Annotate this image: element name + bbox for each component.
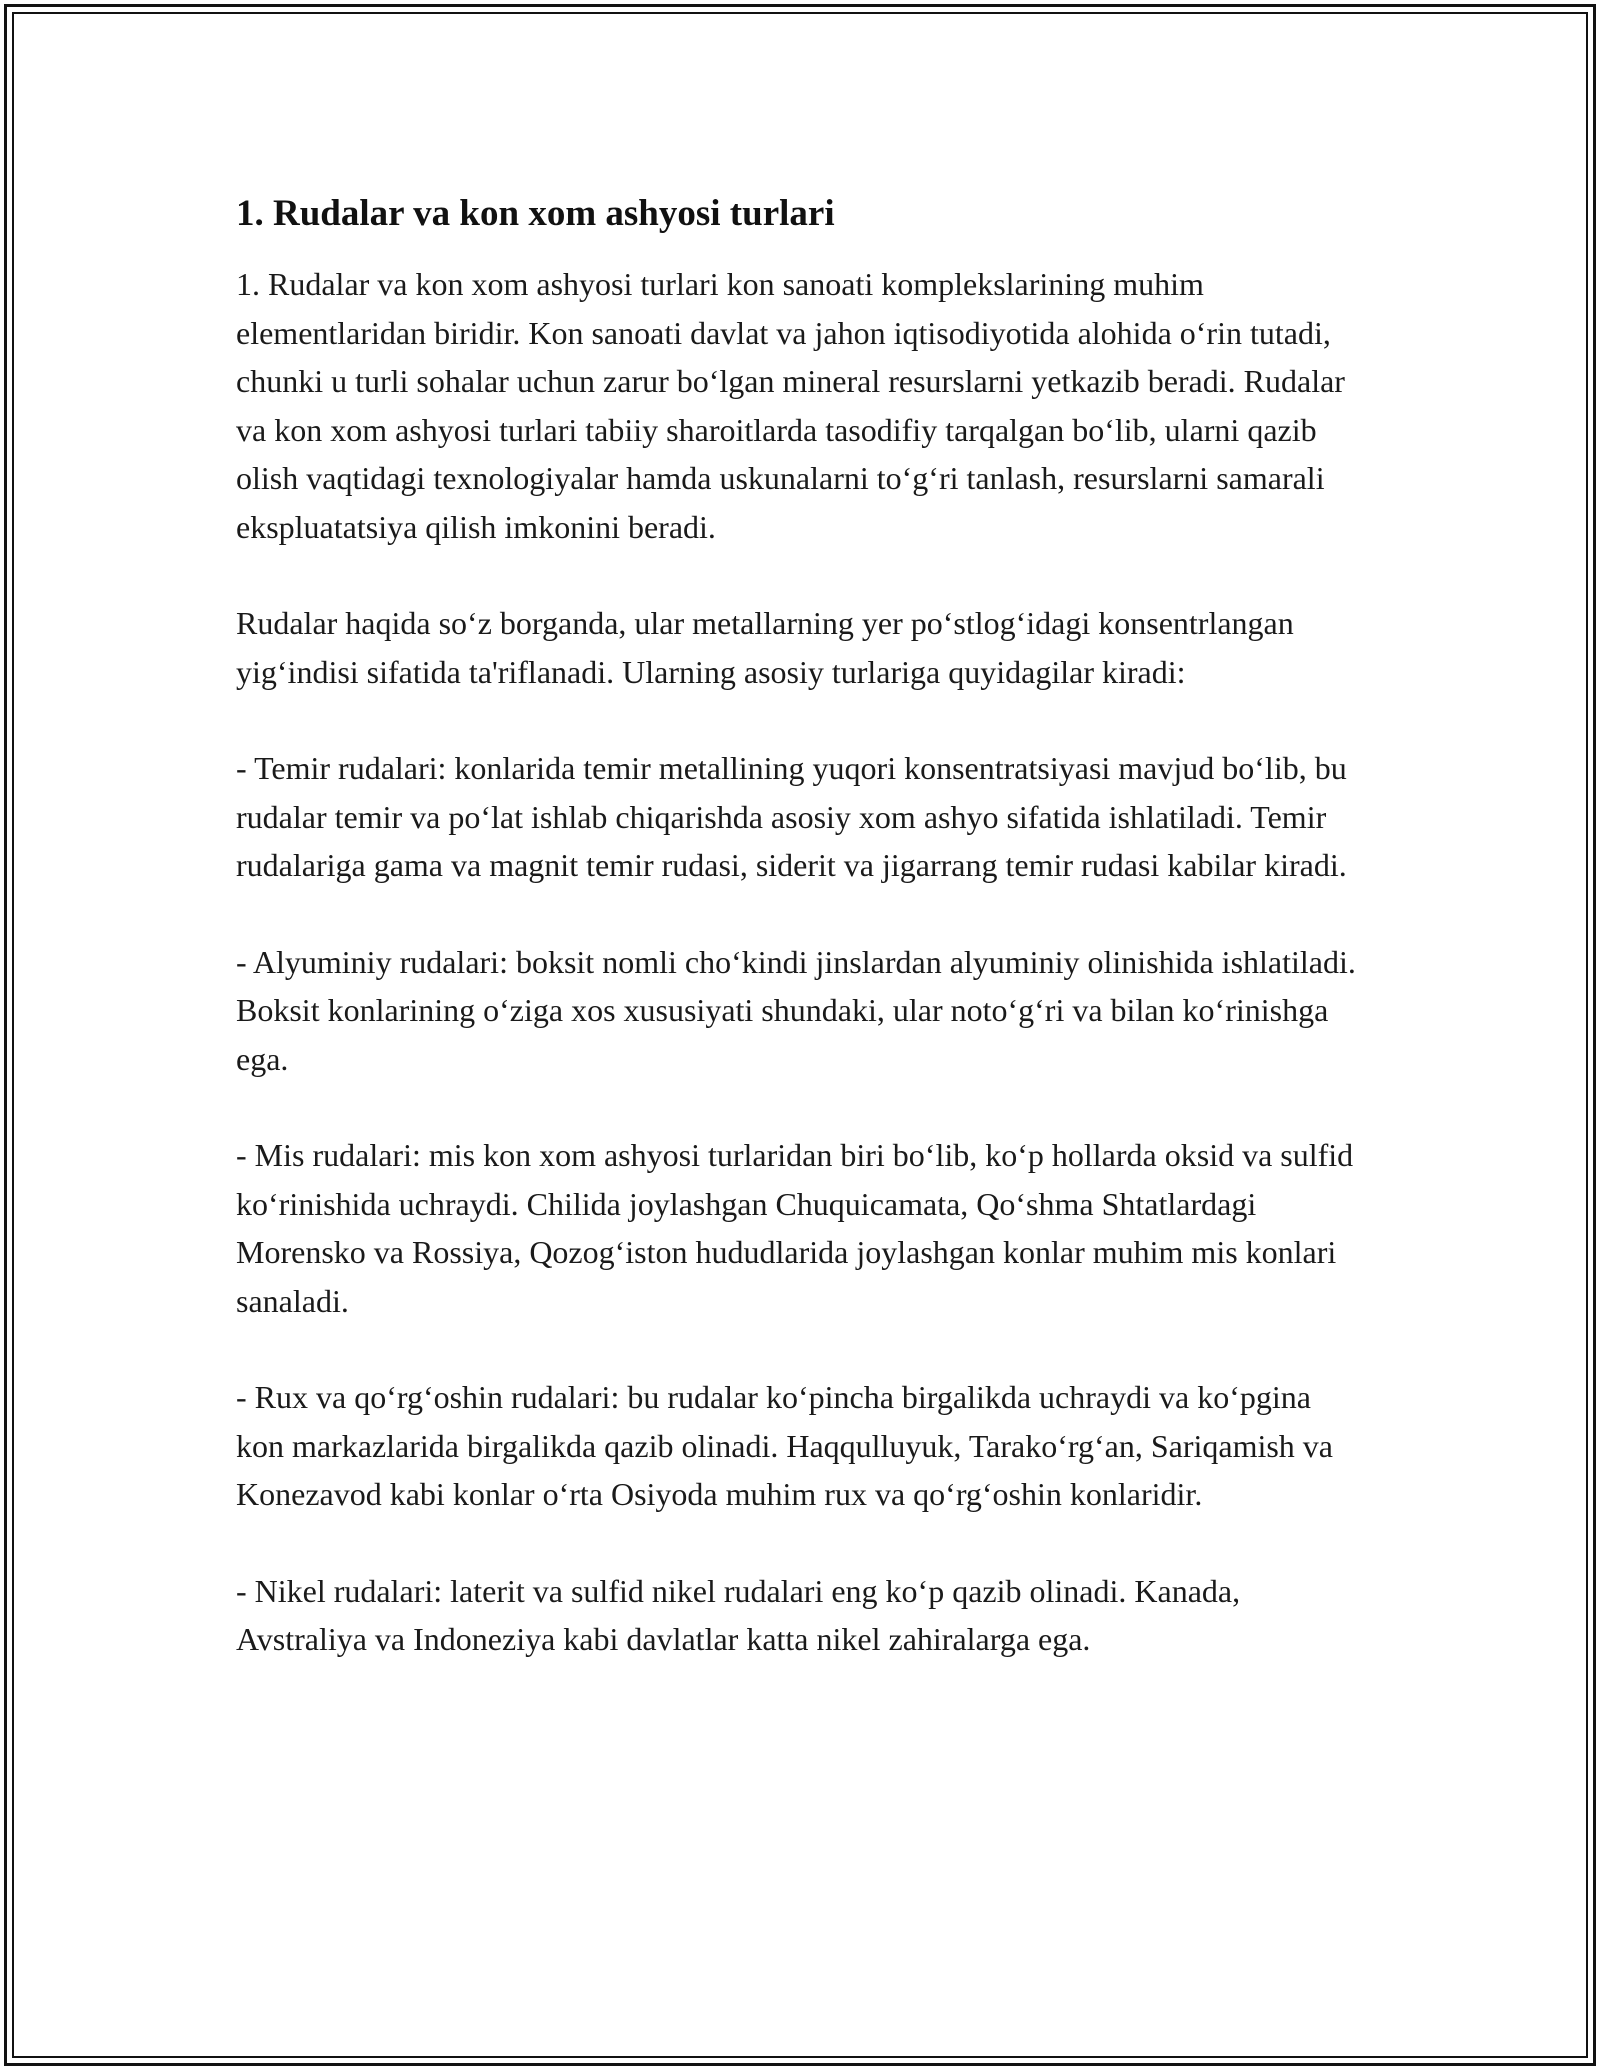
nickel-ores-paragraph: - Nikel rudalari: laterit va sulfid nikel rudalari eng ko‘p qazib olinadi. Kanada, Avstraliya va Indoneziya kabi davlatlar katta nikel zahiralarga ega. [236,1572,1241,1657]
document-title: 1. Rudalar va kon xom ashyosi turlari [236,193,835,234]
ores-definition-paragraph: Rudalar haqida so‘z borganda, ular metallarning yer po‘stlog‘idagi konsentrlangan yig‘indisi sifatida ta'riflanadi. Ularning asosiy turlariga quyidagilar kiradi: [236,605,1294,690]
copper-ores-paragraph: - Mis rudalari: mis kon xom ashyosi turlaridan biri bo‘lib, ko‘p hollarda oksid va sulfid ko‘rinishida uchraydi. Chilida joylashgan Chuquicamata, Qo‘shma Shtatlardagi Morensko va Rossiya, Qozog‘iston hududlarida joylashgan konlar muhim mis konlari sanaladi. [236,1137,1354,1319]
iron-ores-paragraph: - Temir rudalari: konlarida temir metallining yuqori konsentratsiyasi mavjud bo‘lib, bu rudalar temir va po‘lat ishlab chiqarishda asosiy xom ashyo sifatida ishlatiladi. Temir rudalariga gama va magnit temir rudasi, siderit va jigarrang temir rudasi kabilar kiradi. [236,750,1347,883]
document-body [236,188,1366,1712]
aluminium-ores-paragraph: - Alyuminiy rudalari: boksit nomli cho‘kindi jinslardan alyuminiy olinishida ishlatiladi. Boksit konlarining o‘ziga xos xususiyati shundaki, ular noto‘g‘ri va bilan ko‘rinishga ega. [236,943,1356,1077]
intro-paragraph: 1. Rudalar va kon xom ashyosi turlari kon sanoati komplekslarining muhim elementlaridan biridir. Kon sanoati davlat va jahon iqtisodiyotida alohida o‘rin tutadi, chunki u turli sohalar uchun zarur bo‘lgan mineral resurslarni yetkazib beradi. Rudalar va kon xom ashyosi turlari tabiiy sharoitlarda tasodifiy tarqalgan bo‘lib, ularni qazib olish vaqtidagi texnologiyalar hamda uskunalarni to‘g‘ri tanlash, resurslarni samarali ekspluatatsiya qilish imkonini beradi. [236,266,1345,545]
zinc-lead-ores-paragraph: - Rux va qo‘rg‘oshin rudalari: bu rudalar ko‘pincha birgalikda uchraydi va ko‘pgina kon markazlarida birgalikda qazib olinadi. Haqqulluyuk, Tarako‘rg‘an, Sariqamish va Konezavod kabi konlar o‘rta Osiyoda muhim rux va qo‘rg‘oshin konlaridir. [236,1379,1333,1512]
